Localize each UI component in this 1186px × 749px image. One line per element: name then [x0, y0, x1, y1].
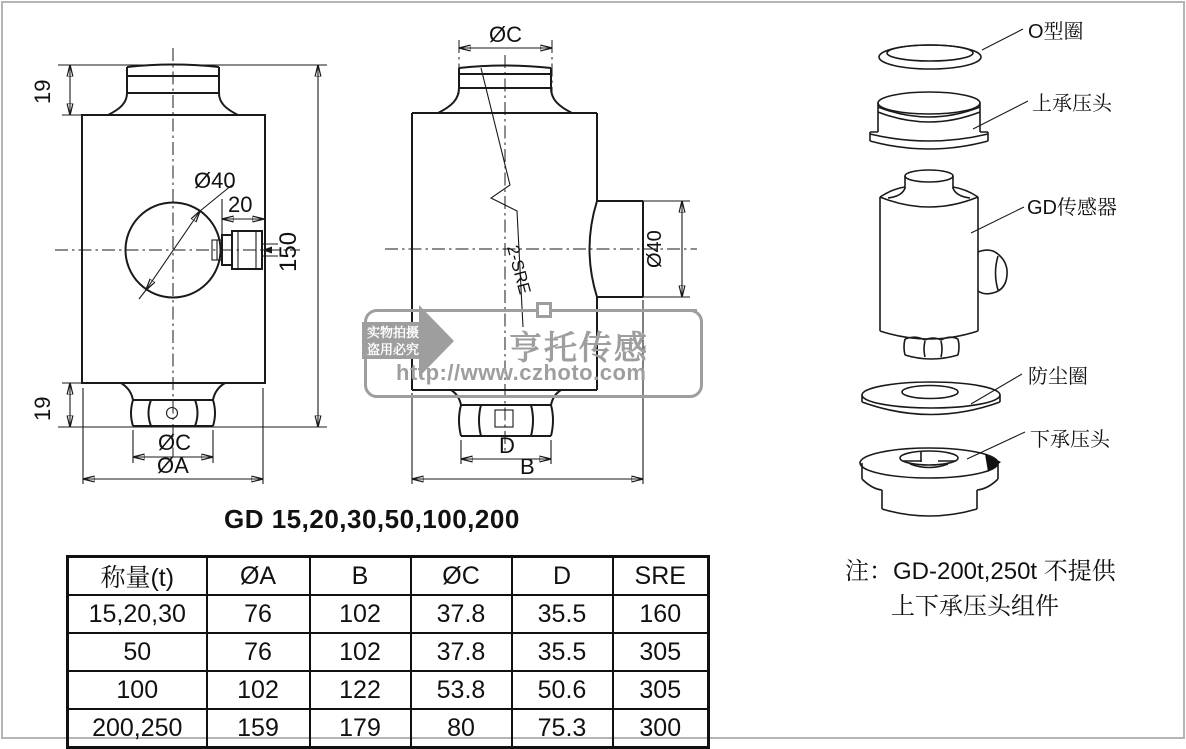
table-cell: 305 — [613, 633, 709, 671]
label-lower-head: 下承压头 — [1030, 429, 1110, 451]
dim-connector-length: 20 — [228, 192, 253, 217]
front-view-drawing — [30, 48, 327, 484]
table-cell: 100 — [68, 671, 207, 709]
exploded-view-drawing — [860, 20, 1117, 516]
dim-side-boss-dia: Ø40 — [644, 230, 666, 268]
table-cell: 200,250 — [68, 709, 207, 748]
watermark-stamp-line1: 实物拍摄 — [367, 325, 420, 340]
table-cell: 75.3 — [512, 709, 613, 748]
table-cell: 102 — [310, 595, 411, 633]
table-row — [68, 595, 709, 633]
watermark-stamp-line2: 盗用必究 — [367, 342, 420, 357]
table-cell: 53.8 — [411, 671, 512, 709]
table-row — [68, 709, 709, 748]
table-cell: 35.5 — [512, 595, 613, 633]
spec-table — [66, 555, 710, 749]
table-cell: 160 — [613, 595, 709, 633]
table-cell: 300 — [613, 709, 709, 748]
dim-cap-dia-front: ØC — [158, 430, 191, 455]
watermark-url: http://www.czhoto.com — [396, 360, 647, 385]
dim-nut-width: D — [499, 433, 515, 458]
table-cell: 35.5 — [512, 633, 613, 671]
dim-hole-dia: Ø40 — [194, 168, 236, 193]
watermark-brand: 亨托传感 — [509, 329, 649, 366]
table-cell: 76 — [207, 595, 310, 633]
label-dust-ring: 防尘圈 — [1028, 366, 1088, 388]
table-cell: 37.8 — [411, 595, 512, 633]
dim-boss-height-top: 19 — [30, 79, 55, 104]
table-cell: 76 — [207, 633, 310, 671]
label-upper-head: 上承压头 — [1032, 93, 1112, 115]
table-cell: 159 — [207, 709, 310, 748]
table-row — [68, 671, 709, 709]
table-header-row — [68, 557, 709, 596]
dim-total-height: 150 — [275, 231, 302, 272]
table-cell: 80 — [411, 709, 512, 748]
dim-body-dia: ØA — [157, 453, 189, 478]
table-cell: 179 — [310, 709, 411, 748]
watermark-handle-line — [550, 309, 697, 312]
dim-cap-dia-side: ØC — [489, 22, 522, 47]
table-cell: 37.8 — [411, 633, 512, 671]
table-cell: 305 — [613, 671, 709, 709]
table-cell: 102 — [207, 671, 310, 709]
label-o-ring: O型圈 — [1028, 21, 1084, 43]
table-cell: 15,20,30 — [68, 595, 207, 633]
table-cell: 122 — [310, 671, 411, 709]
table-header-cell: B — [310, 557, 411, 596]
table-header-cell: SRE — [613, 557, 709, 596]
dim-total-depth: B — [520, 454, 535, 479]
table-cell: 50.6 — [512, 671, 613, 709]
note-line2: 上下承压头组件 — [891, 593, 1059, 620]
table-row — [68, 633, 709, 671]
watermark-stamp-arrow — [362, 322, 419, 359]
table-cell: 102 — [310, 633, 411, 671]
note-line1: 注：GD-200t,250t 不提供 — [845, 558, 1116, 585]
table-header-cell: D — [512, 557, 613, 596]
table-header-cell: 称量(t) — [68, 557, 207, 596]
label-gd-sensor: GD传感器 — [1027, 197, 1117, 219]
table-header-cell: ØC — [411, 557, 512, 596]
model-title: GD 15,20,30,50,100,200 — [224, 504, 520, 534]
dim-boss-height-bottom: 19 — [30, 396, 55, 421]
note-block — [845, 556, 1116, 622]
dim-spherical-ends: 2-SRE — [503, 243, 535, 297]
side-view-drawing — [385, 22, 697, 484]
table-cell: 50 — [68, 633, 207, 671]
table-header-cell: ØA — [207, 557, 310, 596]
